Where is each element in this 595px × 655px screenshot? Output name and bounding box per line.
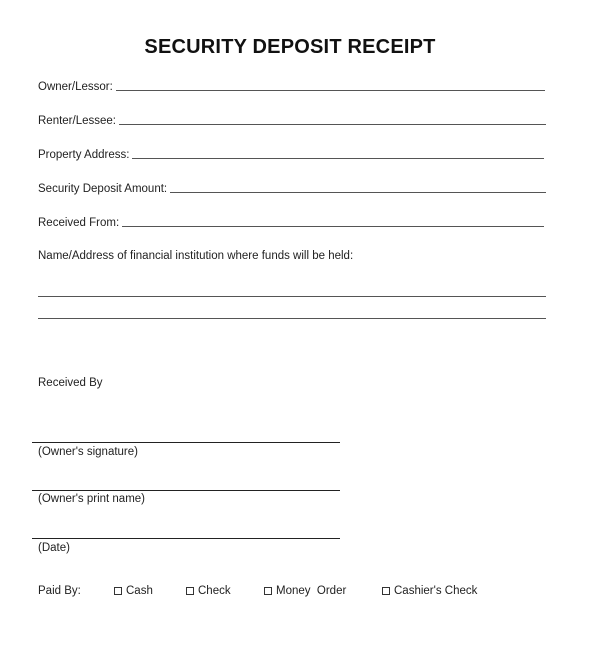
renter-lessee-label: Renter/Lessee: xyxy=(38,115,116,127)
property-address-field[interactable] xyxy=(38,144,544,162)
payment-option-check[interactable] xyxy=(186,584,231,598)
property-address-label: Property Address: xyxy=(38,149,130,161)
received-from-label: Received From: xyxy=(38,217,120,229)
renter-lessee-field[interactable] xyxy=(38,110,546,128)
payment-option-money-order[interactable] xyxy=(264,584,346,598)
date-caption: (Date) xyxy=(38,542,70,554)
check-checkbox[interactable] xyxy=(186,587,194,595)
cash-checkbox[interactable] xyxy=(114,587,122,595)
check-label: Check xyxy=(198,585,231,597)
document-title: SECURITY DEPOSIT RECEIPT xyxy=(144,36,436,58)
owner-lessor-field[interactable] xyxy=(38,76,545,94)
owner-lessor-label: Owner/Lessor: xyxy=(38,81,113,93)
deposit-amount-label: Security Deposit Amount: xyxy=(38,183,168,195)
institution-line-2[interactable] xyxy=(38,318,546,319)
owner-signature-caption: (Owner's signature) xyxy=(38,446,138,458)
cashiers-check-label: Cashier's Check xyxy=(394,585,478,597)
received-from-field[interactable] xyxy=(38,212,544,230)
received-from-line[interactable] xyxy=(122,226,544,227)
owner-print-name-caption: (Owner's print name) xyxy=(38,493,146,505)
deposit-amount-line[interactable] xyxy=(170,192,546,193)
payment-option-cash[interactable] xyxy=(114,584,153,598)
cash-label: Cash xyxy=(126,585,153,597)
property-address-line[interactable] xyxy=(132,158,544,159)
payment-option-cashiers-check[interactable] xyxy=(382,584,477,598)
owner-lessor-line[interactable] xyxy=(116,90,545,91)
renter-lessee-line[interactable] xyxy=(119,124,546,125)
date-line[interactable] xyxy=(32,538,340,539)
money-order-label: Money Order xyxy=(276,585,347,597)
owner-print-name-line[interactable] xyxy=(32,490,340,491)
deposit-amount-field[interactable] xyxy=(38,178,546,196)
owner-signature-line[interactable] xyxy=(32,442,340,443)
institution-line-1[interactable] xyxy=(38,296,546,297)
money-order-checkbox[interactable] xyxy=(264,587,272,595)
received-by-label: Received By xyxy=(38,377,103,389)
paid-by-label: Paid By: xyxy=(38,585,81,597)
cashiers-check-checkbox[interactable] xyxy=(382,587,390,595)
institution-label: Name/Address of financial institution where funds will be held: xyxy=(38,250,354,262)
